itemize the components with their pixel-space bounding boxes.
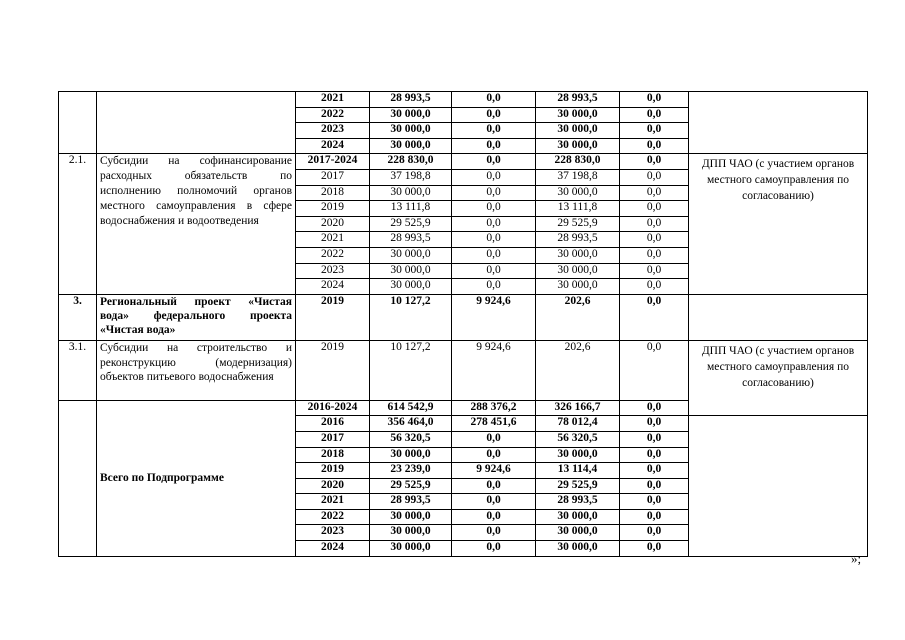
number-cell xyxy=(59,92,97,154)
other-cell: 0,0 xyxy=(620,185,689,201)
federal-cell: 0,0 xyxy=(452,216,536,232)
total-cell: 30 000,0 xyxy=(370,185,452,201)
year-cell: 2022 xyxy=(296,509,370,525)
year-cell: 2017 xyxy=(296,169,370,185)
regional-cell: 28 993,5 xyxy=(536,92,620,108)
regional-cell: 29 525,9 xyxy=(536,216,620,232)
year-cell: 2016-2024 xyxy=(296,400,370,416)
total-cell: 30 000,0 xyxy=(370,509,452,525)
total-cell: 28 993,5 xyxy=(370,494,452,510)
executor-cell xyxy=(689,294,868,340)
other-cell: 0,0 xyxy=(620,416,689,432)
federal-cell: 0,0 xyxy=(452,478,536,494)
total-cell: 30 000,0 xyxy=(370,138,452,154)
other-cell: 0,0 xyxy=(620,216,689,232)
federal-cell: 0,0 xyxy=(452,509,536,525)
total-cell: 23 239,0 xyxy=(370,463,452,479)
regional-cell: 30 000,0 xyxy=(536,247,620,263)
year-cell: 2017 xyxy=(296,431,370,447)
federal-cell: 0,0 xyxy=(452,123,536,139)
year-cell: 2022 xyxy=(296,107,370,123)
federal-cell: 0,0 xyxy=(452,525,536,541)
total-cell: 30 000,0 xyxy=(370,447,452,463)
federal-cell: 0,0 xyxy=(452,138,536,154)
item-number: 3. xyxy=(59,294,97,340)
regional-cell: 30 000,0 xyxy=(536,107,620,123)
federal-cell: 0,0 xyxy=(452,494,536,510)
year-cell: 2016 xyxy=(296,416,370,432)
regional-cell: 30 000,0 xyxy=(536,525,620,541)
other-cell: 0,0 xyxy=(620,447,689,463)
total-cell: 37 198,8 xyxy=(370,169,452,185)
total-cell: 56 320,5 xyxy=(370,431,452,447)
closing-quote-mark: »; xyxy=(851,551,862,566)
regional-cell: 78 012,4 xyxy=(536,416,620,432)
regional-cell: 30 000,0 xyxy=(536,263,620,279)
executor-cell: ДПП ЧАО (с участием органов местного самоуправления по согласованию) xyxy=(689,340,868,416)
other-cell: 0,0 xyxy=(620,123,689,139)
table-row xyxy=(59,92,868,108)
federal-cell: 0,0 xyxy=(452,247,536,263)
regional-cell: 30 000,0 xyxy=(536,509,620,525)
year-cell: 2021 xyxy=(296,494,370,510)
year-cell: 2019 xyxy=(296,463,370,479)
federal-cell: 0,0 xyxy=(452,107,536,123)
regional-cell: 202,6 xyxy=(536,294,620,340)
regional-cell: 30 000,0 xyxy=(536,123,620,139)
other-cell: 0,0 xyxy=(620,263,689,279)
federal-cell: 0,0 xyxy=(452,279,536,295)
year-cell: 2024 xyxy=(296,541,370,557)
number-cell xyxy=(59,400,97,556)
table-row xyxy=(59,154,868,170)
regional-cell: 28 993,5 xyxy=(536,232,620,248)
other-cell: 0,0 xyxy=(620,400,689,416)
federal-cell: 0,0 xyxy=(452,232,536,248)
item-description: Субсидии на строительство и реконструкцию (модернизация) объектов питьевого водоснабжения xyxy=(97,340,296,400)
executor-cell: ДПП ЧАО (с участием органов местного самоуправления по согласованию) xyxy=(689,154,868,294)
table-row xyxy=(59,294,868,340)
year-cell: 2018 xyxy=(296,185,370,201)
other-cell: 0,0 xyxy=(620,509,689,525)
other-cell: 0,0 xyxy=(620,340,689,400)
other-cell: 0,0 xyxy=(620,169,689,185)
regional-cell: 228 830,0 xyxy=(536,154,620,170)
regional-cell: 326 166,7 xyxy=(536,400,620,416)
year-cell: 2023 xyxy=(296,263,370,279)
total-cell: 13 111,8 xyxy=(370,201,452,217)
total-cell: 614 542,9 xyxy=(370,400,452,416)
regional-cell: 13 114,4 xyxy=(536,463,620,479)
total-cell: 28 993,5 xyxy=(370,92,452,108)
executor-cell xyxy=(689,92,868,154)
total-cell: 30 000,0 xyxy=(370,263,452,279)
total-cell: 29 525,9 xyxy=(370,216,452,232)
item-description: Субсидии на софинансирование расходных обязательств по исполнению полномочий органов местного самоуправления в сфере водоснабжения и водоотведения xyxy=(97,154,296,294)
federal-cell: 288 376,2 xyxy=(452,400,536,416)
regional-cell: 37 198,8 xyxy=(536,169,620,185)
federal-cell: 0,0 xyxy=(452,447,536,463)
other-cell: 0,0 xyxy=(620,247,689,263)
other-cell: 0,0 xyxy=(620,494,689,510)
year-cell: 2019 xyxy=(296,201,370,217)
total-cell: 228 830,0 xyxy=(370,154,452,170)
other-cell: 0,0 xyxy=(620,294,689,340)
total-cell: 10 127,2 xyxy=(370,294,452,340)
federal-cell: 0,0 xyxy=(452,169,536,185)
year-cell: 2024 xyxy=(296,279,370,295)
federal-cell: 0,0 xyxy=(452,431,536,447)
other-cell: 0,0 xyxy=(620,431,689,447)
total-cell: 28 993,5 xyxy=(370,232,452,248)
federal-cell: 0,0 xyxy=(452,541,536,557)
year-cell: 2017-2024 xyxy=(296,154,370,170)
total-cell: 30 000,0 xyxy=(370,541,452,557)
federal-cell: 0,0 xyxy=(452,201,536,217)
other-cell: 0,0 xyxy=(620,154,689,170)
regional-cell: 30 000,0 xyxy=(536,447,620,463)
other-cell: 0,0 xyxy=(620,232,689,248)
regional-cell: 56 320,5 xyxy=(536,431,620,447)
regional-cell: 30 000,0 xyxy=(536,185,620,201)
table-row xyxy=(59,340,868,400)
regional-cell: 28 993,5 xyxy=(536,494,620,510)
total-cell: 30 000,0 xyxy=(370,279,452,295)
regional-cell: 30 000,0 xyxy=(536,279,620,295)
federal-cell: 9 924,6 xyxy=(452,463,536,479)
year-cell: 2021 xyxy=(296,232,370,248)
federal-cell: 0,0 xyxy=(452,92,536,108)
year-cell: 2023 xyxy=(296,525,370,541)
year-cell: 2024 xyxy=(296,138,370,154)
other-cell: 0,0 xyxy=(620,478,689,494)
year-cell: 2022 xyxy=(296,247,370,263)
total-cell: 10 127,2 xyxy=(370,340,452,400)
total-cell: 30 000,0 xyxy=(370,525,452,541)
regional-cell: 29 525,9 xyxy=(536,478,620,494)
other-cell: 0,0 xyxy=(620,541,689,557)
federal-cell: 278 451,6 xyxy=(452,416,536,432)
total-cell: 30 000,0 xyxy=(370,123,452,139)
other-cell: 0,0 xyxy=(620,92,689,108)
other-cell: 0,0 xyxy=(620,525,689,541)
description-cell xyxy=(97,92,296,154)
other-cell: 0,0 xyxy=(620,201,689,217)
regional-cell: 202,6 xyxy=(536,340,620,400)
year-cell: 2020 xyxy=(296,216,370,232)
item-description: Региональный проект «Чистая вода» федерального проекта «Чистая вода» xyxy=(97,294,296,340)
subprogram-finance-table xyxy=(58,91,868,557)
federal-cell: 0,0 xyxy=(452,154,536,170)
year-cell: 2020 xyxy=(296,478,370,494)
other-cell: 0,0 xyxy=(620,107,689,123)
total-cell: 30 000,0 xyxy=(370,247,452,263)
total-label: Всего по Подпрограмме xyxy=(97,400,296,556)
table-body xyxy=(59,92,868,557)
year-cell: 2019 xyxy=(296,294,370,340)
federal-cell: 9 924,6 xyxy=(452,294,536,340)
item-number: 3.1. xyxy=(59,340,97,400)
year-cell: 2018 xyxy=(296,447,370,463)
federal-cell: 9 924,6 xyxy=(452,340,536,400)
regional-cell: 30 000,0 xyxy=(536,541,620,557)
total-cell: 29 525,9 xyxy=(370,478,452,494)
year-cell: 2021 xyxy=(296,92,370,108)
other-cell: 0,0 xyxy=(620,463,689,479)
federal-cell: 0,0 xyxy=(452,185,536,201)
other-cell: 0,0 xyxy=(620,138,689,154)
other-cell: 0,0 xyxy=(620,279,689,295)
year-cell: 2023 xyxy=(296,123,370,139)
total-cell: 356 464,0 xyxy=(370,416,452,432)
executor-cell xyxy=(689,416,868,556)
federal-cell: 0,0 xyxy=(452,263,536,279)
year-cell: 2019 xyxy=(296,340,370,400)
regional-cell: 30 000,0 xyxy=(536,138,620,154)
item-number: 2.1. xyxy=(59,154,97,294)
total-cell: 30 000,0 xyxy=(370,107,452,123)
regional-cell: 13 111,8 xyxy=(536,201,620,217)
